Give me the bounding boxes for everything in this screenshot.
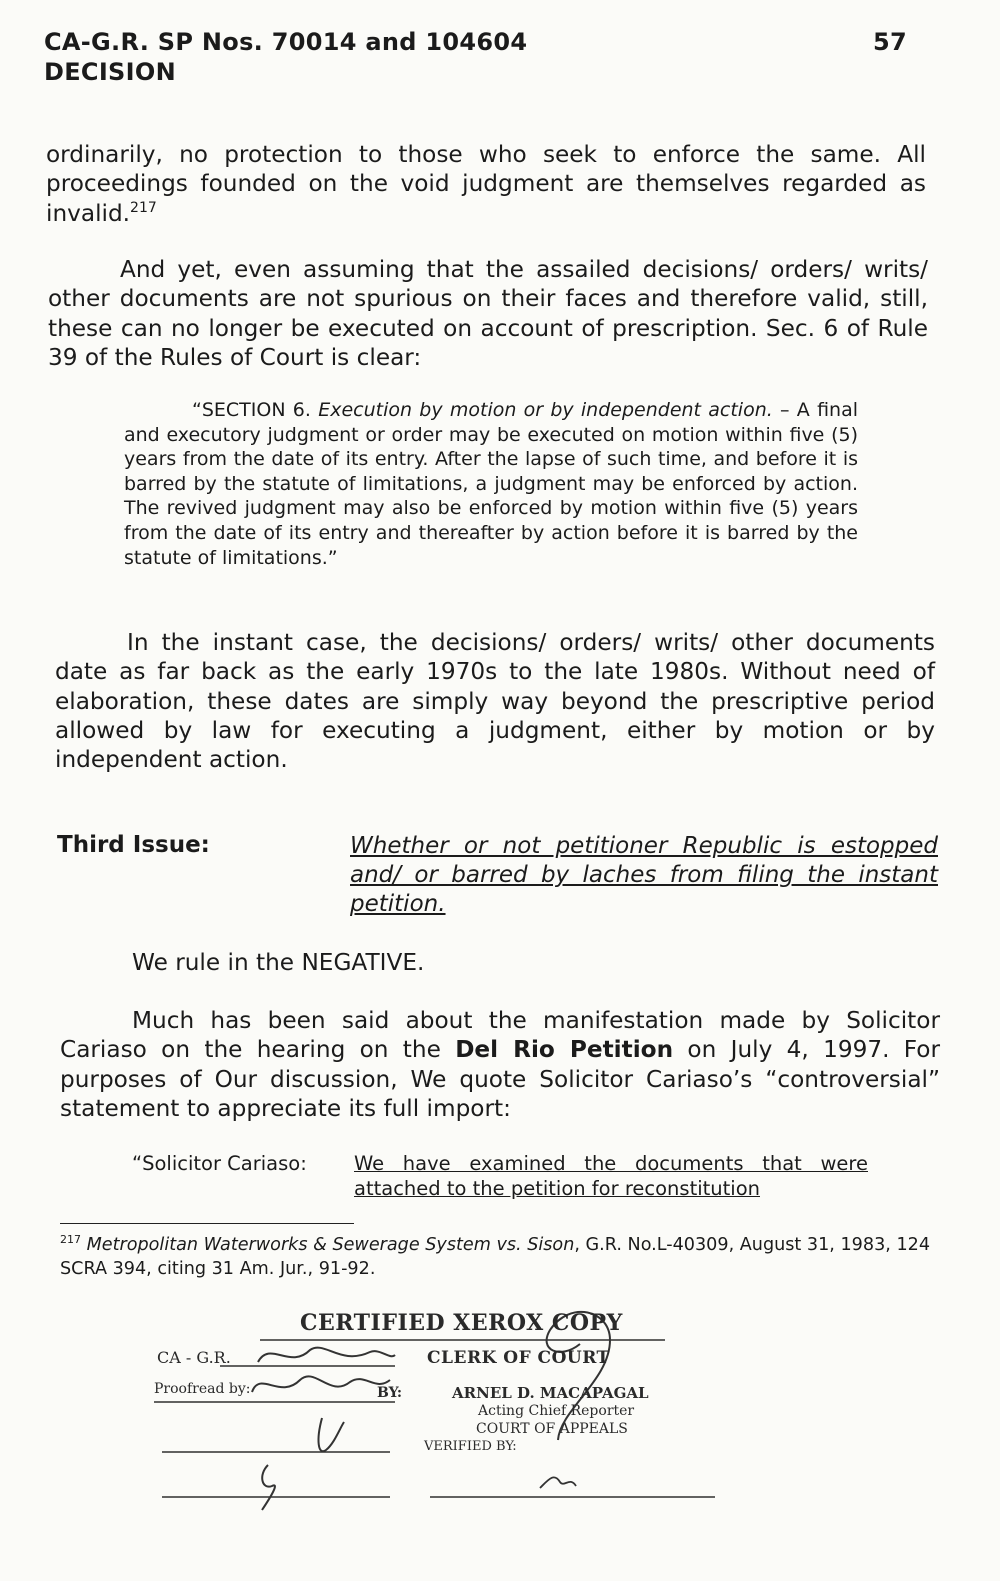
certified-copy-stamp bbox=[140, 1300, 740, 1540]
footnote-divider bbox=[60, 1223, 354, 1224]
quote-section-title: Execution by motion or by independent action. bbox=[318, 399, 773, 421]
handwriting-ca-gr bbox=[258, 1348, 395, 1362]
quote-body: – A final and executory judgment or order may be executed on motion within five (5) years from the date of its entry. After the lapse of such time, and before it is barred by the statute of limitations, a judgment may be enforced by action. The revived judgment may also be enforced by motion within five (5) years from the date of its entry and thereafter by action before it is barred by the statute of limitations.” bbox=[124, 399, 858, 569]
page-number: 57 bbox=[873, 28, 907, 56]
paragraph-text: ordinarily, no protection to those who seek to enforce the same. All proceedings founded on the void judgment are themselves regarded as invalid. bbox=[46, 141, 926, 227]
handwritten-mark bbox=[262, 1465, 275, 1510]
quote-speaker-statement: We have examined the documents that were attached to the petition for reconstitution bbox=[354, 1152, 868, 1200]
block-quote-rule-39 bbox=[124, 398, 858, 570]
by-label: BY: bbox=[377, 1385, 403, 1401]
paragraph-text-a: Much has been said about the manifestation made by Solicitor Cariaso on the hearing on the bbox=[60, 1007, 940, 1064]
certified-xerox-copy-text: CERTIFIED XEROX COPY bbox=[300, 1310, 623, 1336]
footnote-number: 217 bbox=[60, 1233, 81, 1246]
quote-section-label: “SECTION 6. bbox=[192, 399, 311, 421]
court-name: COURT OF APPEALS bbox=[476, 1421, 628, 1437]
paragraph-prescription: And yet, even assuming that the assailed decisions/ orders/ writs/ other documents are not spurious on their faces and therefore valid, still, these can no longer be executed on account of prescription. Sec. 6 of Rule 39 of the Rules of Court is clear: bbox=[48, 256, 928, 371]
paragraph-instant-case: In the instant case, the decisions/ orders/ writs/ other documents date as far back as the early 1970s to the late 1980s. Without need of elaboration, these dates are simply way beyond the prescriptive period allowed by law for executing a judgment, either by motion or by independent action. bbox=[55, 629, 935, 774]
footnote-citation: , G.R. No.L-40309, August 31, 1983, 124 SCRA 394, citing 31 Am. Jur., 91-92. bbox=[60, 1235, 931, 1279]
proofread-label: Proofread by: bbox=[154, 1381, 251, 1397]
paragraph-text-b: on July 4, 1997. For purposes of Our discussion, We quote Solicitor Cariaso’s “controversial” statement to appreciate its full import: bbox=[60, 1036, 941, 1122]
clerk-of-court-text: CLERK OF COURT bbox=[427, 1348, 610, 1368]
paragraph-void-judgment bbox=[46, 140, 926, 228]
del-rio-petition-label: Del Rio Petition bbox=[455, 1036, 674, 1064]
verified-initials bbox=[540, 1477, 576, 1488]
handwritten-initial bbox=[319, 1418, 344, 1451]
handwriting-ca-gr-2 bbox=[252, 1376, 390, 1392]
footnote-reference[interactable]: 217 bbox=[130, 199, 157, 216]
footnote-case-title: Metropolitan Waterworks & Sewerage System vs. Sison bbox=[86, 1235, 575, 1255]
verified-by-label: VERIFIED BY: bbox=[424, 1439, 517, 1454]
stamp-marks bbox=[140, 1300, 740, 1540]
issue-statement: Whether or not petitioner Republic is estopped and/ or barred by laches from filing the instant petition. bbox=[350, 833, 938, 917]
paragraph-manifestation bbox=[60, 1006, 940, 1123]
case-number-header: CA-G.R. SP Nos. 70014 and 104604 bbox=[44, 28, 528, 56]
quote-speaker-label: “Solicitor Cariaso: bbox=[132, 1152, 307, 1175]
footnote-217 bbox=[60, 1233, 934, 1281]
paragraph-ruling: We rule in the NEGATIVE. bbox=[132, 949, 425, 976]
decision-label: DECISION bbox=[44, 58, 176, 86]
reporter-name: ARNEL D. MACAPAGAL bbox=[452, 1384, 649, 1402]
ca-gr-label: CA - G.R. bbox=[157, 1348, 231, 1367]
reporter-title: Acting Chief Reporter bbox=[478, 1403, 635, 1419]
issue-label: Third Issue: bbox=[57, 832, 210, 858]
